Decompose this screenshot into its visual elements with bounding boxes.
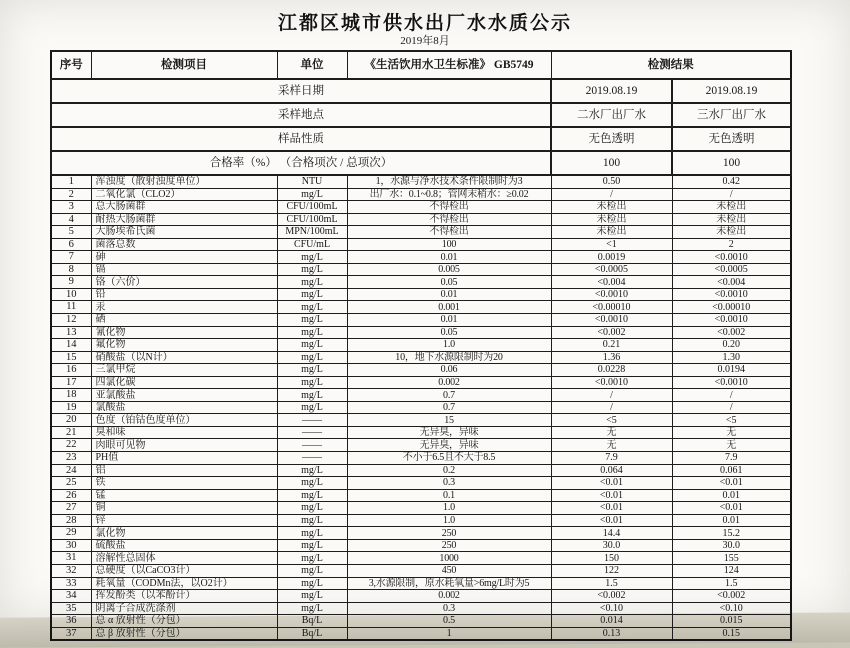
test-unit: mg/L bbox=[277, 251, 347, 264]
test-item-name: 氰化物 bbox=[91, 326, 277, 339]
table-row bbox=[51, 175, 791, 188]
result-plant2: 14.4 bbox=[551, 527, 672, 540]
standard-limit: 0.2 bbox=[347, 464, 551, 477]
info-value-plant2: 2019.08.19 bbox=[551, 79, 672, 103]
result-plant2: 0.064 bbox=[551, 464, 672, 477]
test-unit: mg/L bbox=[277, 539, 347, 552]
table-row bbox=[51, 426, 791, 439]
result-plant3: 1.30 bbox=[672, 351, 791, 364]
row-number: 5 bbox=[51, 226, 91, 239]
info-row bbox=[51, 103, 791, 127]
result-plant3: <0.002 bbox=[672, 326, 791, 339]
result-plant3: 15.2 bbox=[672, 527, 791, 540]
result-plant3: 0.01 bbox=[672, 489, 791, 502]
test-item-name: 铁 bbox=[91, 477, 277, 490]
test-unit: mg/L bbox=[277, 489, 347, 502]
test-item-name: 砷 bbox=[91, 251, 277, 264]
result-plant2: <1 bbox=[551, 238, 672, 251]
standard-limit: 3,水源限制，原水耗氧量>6mg/L时为5 bbox=[347, 577, 551, 590]
table-header-row bbox=[51, 51, 791, 79]
standard-limit: 0.05 bbox=[347, 326, 551, 339]
table-row bbox=[51, 477, 791, 490]
test-unit: CFU/100mL bbox=[277, 213, 347, 226]
info-row bbox=[51, 151, 791, 175]
test-unit: NTU bbox=[277, 175, 347, 188]
result-plant2: 7.9 bbox=[551, 452, 672, 465]
test-unit: mg/L bbox=[277, 502, 347, 515]
result-plant2: <0.00010 bbox=[551, 301, 672, 314]
test-item-name: 氯酸盐 bbox=[91, 401, 277, 414]
result-plant3: <0.10 bbox=[672, 602, 791, 615]
table-row bbox=[51, 301, 791, 314]
standard-limit: 无异臭，异味 bbox=[347, 426, 551, 439]
test-item-name: 总大肠菌群 bbox=[91, 201, 277, 214]
row-number: 7 bbox=[51, 251, 91, 264]
info-value-plant3: 无色透明 bbox=[672, 127, 791, 151]
test-item-name: 硫酸盐 bbox=[91, 539, 277, 552]
info-value-plant2: 二水厂出厂水 bbox=[551, 103, 672, 127]
test-unit: CFU/100mL bbox=[277, 201, 347, 214]
test-item-name: 铜 bbox=[91, 502, 277, 515]
standard-limit: 100 bbox=[347, 238, 551, 251]
test-item-name: 亚氯酸盐 bbox=[91, 389, 277, 402]
test-unit: mg/L bbox=[277, 339, 347, 352]
result-plant3: 未检出 bbox=[672, 201, 791, 214]
standard-limit: 0.7 bbox=[347, 401, 551, 414]
test-unit: CFU/mL bbox=[277, 238, 347, 251]
row-number: 34 bbox=[51, 590, 91, 603]
standard-limit: 1 bbox=[347, 627, 551, 640]
row-number: 2 bbox=[51, 188, 91, 201]
test-item-name: 臭和味 bbox=[91, 426, 277, 439]
standard-limit: 450 bbox=[347, 564, 551, 577]
page-title: 江都区城市供水出厂水水质公示 bbox=[277, 13, 572, 34]
standard-limit: 0.001 bbox=[347, 301, 551, 314]
result-plant3: 0.061 bbox=[672, 464, 791, 477]
result-plant2: <0.0005 bbox=[551, 263, 672, 276]
test-item-name: 氯化物 bbox=[91, 527, 277, 540]
row-number: 30 bbox=[51, 539, 91, 552]
row-number: 24 bbox=[51, 464, 91, 477]
info-label: 采样地点 bbox=[51, 103, 551, 127]
test-unit: mg/L bbox=[277, 514, 347, 527]
test-item-name: 挥发酚类（以苯酚计） bbox=[91, 590, 277, 603]
table-row bbox=[51, 276, 791, 289]
test-unit: mg/L bbox=[277, 577, 347, 590]
row-number: 15 bbox=[51, 351, 91, 364]
test-item-name: 氟化物 bbox=[91, 339, 277, 352]
result-plant2: <0.01 bbox=[551, 477, 672, 490]
standard-limit: 1.0 bbox=[347, 502, 551, 515]
row-number: 9 bbox=[51, 276, 91, 289]
result-plant2: 0.014 bbox=[551, 615, 672, 628]
result-plant2: <0.01 bbox=[551, 489, 672, 502]
result-plant3: <0.0010 bbox=[672, 376, 791, 389]
table-row bbox=[51, 213, 791, 226]
table-header-section bbox=[51, 51, 791, 79]
result-plant3: 无 bbox=[672, 426, 791, 439]
row-number: 13 bbox=[51, 326, 91, 339]
table-row bbox=[51, 238, 791, 251]
table-row bbox=[51, 401, 791, 414]
test-unit: —— bbox=[277, 452, 347, 465]
test-item-name: 大肠埃希氏菌 bbox=[91, 226, 277, 239]
test-item-name: 铬（六价） bbox=[91, 276, 277, 289]
test-item-name: 铅 bbox=[91, 288, 277, 301]
table-row bbox=[51, 364, 791, 377]
row-number: 8 bbox=[51, 263, 91, 276]
row-number: 17 bbox=[51, 376, 91, 389]
test-unit: —— bbox=[277, 414, 347, 427]
test-unit: mg/L bbox=[277, 527, 347, 540]
standard-limit: 1.0 bbox=[347, 514, 551, 527]
result-plant3: 155 bbox=[672, 552, 791, 565]
test-item-name: 铝 bbox=[91, 464, 277, 477]
row-number: 23 bbox=[51, 452, 91, 465]
standard-limit: 250 bbox=[347, 527, 551, 540]
row-number: 11 bbox=[51, 301, 91, 314]
col-header-standard: 《生活饮用水卫生标准》 GB5749 bbox=[347, 51, 551, 79]
row-number: 29 bbox=[51, 527, 91, 540]
standard-limit: 0.05 bbox=[347, 276, 551, 289]
test-unit: mg/L bbox=[277, 188, 347, 201]
table-row bbox=[51, 314, 791, 327]
col-header-result: 检测结果 bbox=[551, 51, 791, 79]
table-row bbox=[51, 590, 791, 603]
standard-limit: 无异臭，异味 bbox=[347, 439, 551, 452]
result-plant2: 0.21 bbox=[551, 339, 672, 352]
standard-limit: 10，地下水源限制时为20 bbox=[347, 351, 551, 364]
result-plant2: <0.01 bbox=[551, 502, 672, 515]
row-number: 3 bbox=[51, 201, 91, 214]
result-plant2: 未检出 bbox=[551, 226, 672, 239]
info-label: 样品性质 bbox=[51, 127, 551, 151]
test-unit: mg/L bbox=[277, 326, 347, 339]
test-unit: mg/L bbox=[277, 477, 347, 490]
standard-limit: 不得检出 bbox=[347, 226, 551, 239]
test-unit: mg/L bbox=[277, 276, 347, 289]
table-row bbox=[51, 288, 791, 301]
test-item-name: 总 β 放射性（分包） bbox=[91, 627, 277, 640]
test-item-name: PH值 bbox=[91, 452, 277, 465]
test-unit: Bq/L bbox=[277, 615, 347, 628]
test-unit: mg/L bbox=[277, 376, 347, 389]
row-number: 28 bbox=[51, 514, 91, 527]
table-row bbox=[51, 326, 791, 339]
standard-limit: 0.002 bbox=[347, 590, 551, 603]
result-plant3: <0.0010 bbox=[672, 314, 791, 327]
standard-limit: 0.5 bbox=[347, 615, 551, 628]
test-unit: —— bbox=[277, 426, 347, 439]
standard-limit: 15 bbox=[347, 414, 551, 427]
water-quality-table bbox=[50, 50, 792, 641]
result-plant3: 7.9 bbox=[672, 452, 791, 465]
result-plant3: <0.01 bbox=[672, 477, 791, 490]
result-plant3: / bbox=[672, 188, 791, 201]
table-row bbox=[51, 414, 791, 427]
test-item-name: 总硬度（以CaCO3计） bbox=[91, 564, 277, 577]
row-number: 12 bbox=[51, 314, 91, 327]
standard-limit: 不得检出 bbox=[347, 213, 551, 226]
test-item-name: 镉 bbox=[91, 263, 277, 276]
standard-limit: 1.0 bbox=[347, 339, 551, 352]
result-plant2: 无 bbox=[551, 426, 672, 439]
info-value-plant3: 三水厂出厂水 bbox=[672, 103, 791, 127]
col-header-no: 序号 bbox=[51, 51, 91, 79]
test-unit: mg/L bbox=[277, 602, 347, 615]
result-plant3: 30.0 bbox=[672, 539, 791, 552]
test-item-name: 汞 bbox=[91, 301, 277, 314]
result-plant3: 2 bbox=[672, 238, 791, 251]
row-number: 18 bbox=[51, 389, 91, 402]
row-number: 14 bbox=[51, 339, 91, 352]
result-plant3: <0.01 bbox=[672, 502, 791, 515]
test-unit: mg/L bbox=[277, 364, 347, 377]
result-plant3: 0.42 bbox=[672, 175, 791, 188]
row-number: 35 bbox=[51, 602, 91, 615]
col-header-item: 检测项目 bbox=[91, 51, 277, 79]
table-row bbox=[51, 514, 791, 527]
standard-limit: 0.3 bbox=[347, 602, 551, 615]
result-plant2: <0.0010 bbox=[551, 314, 672, 327]
table-row bbox=[51, 389, 791, 402]
standard-limit: 0.01 bbox=[347, 288, 551, 301]
result-plant2: <0.002 bbox=[551, 590, 672, 603]
row-number: 33 bbox=[51, 577, 91, 590]
result-plant3: 1.5 bbox=[672, 577, 791, 590]
table-row bbox=[51, 502, 791, 515]
result-plant3: 0.01 bbox=[672, 514, 791, 527]
row-number: 20 bbox=[51, 414, 91, 427]
result-plant3: <0.004 bbox=[672, 276, 791, 289]
table-row bbox=[51, 627, 791, 640]
standard-limit: 出厂水：0.1~0.8；管网末稍水：≥0.02 bbox=[347, 188, 551, 201]
row-number: 4 bbox=[51, 213, 91, 226]
info-row bbox=[51, 127, 791, 151]
test-item-name: 耗氧量（CODMn法，以O2计） bbox=[91, 577, 277, 590]
result-plant2: 0.13 bbox=[551, 627, 672, 640]
test-item-name: 锌 bbox=[91, 514, 277, 527]
table-row bbox=[51, 552, 791, 565]
table-row bbox=[51, 188, 791, 201]
row-number: 27 bbox=[51, 502, 91, 515]
standard-limit: 0.06 bbox=[347, 364, 551, 377]
result-plant3: <0.00010 bbox=[672, 301, 791, 314]
result-plant2: 1.5 bbox=[551, 577, 672, 590]
row-number: 26 bbox=[51, 489, 91, 502]
result-plant3: <0.002 bbox=[672, 590, 791, 603]
row-number: 1 bbox=[51, 175, 91, 188]
result-plant2: <0.01 bbox=[551, 514, 672, 527]
standard-limit: 250 bbox=[347, 539, 551, 552]
result-plant2: <0.004 bbox=[551, 276, 672, 289]
test-unit: mg/L bbox=[277, 464, 347, 477]
table-row bbox=[51, 564, 791, 577]
test-unit: MPN/100mL bbox=[277, 226, 347, 239]
result-plant2: / bbox=[551, 188, 672, 201]
result-plant2: <0.10 bbox=[551, 602, 672, 615]
standard-limit: 0.7 bbox=[347, 389, 551, 402]
test-item-name: 总 α 放射性（分包） bbox=[91, 615, 277, 628]
test-item-name: 硝酸盐（以N计） bbox=[91, 351, 277, 364]
standard-limit: 0.01 bbox=[347, 314, 551, 327]
table-row bbox=[51, 452, 791, 465]
row-number: 25 bbox=[51, 477, 91, 490]
result-plant2: 30.0 bbox=[551, 539, 672, 552]
test-item-name: 浑浊度（散射浊度单位） bbox=[91, 175, 277, 188]
standard-limit: 1，水源与净水技术条件限制时为3 bbox=[347, 175, 551, 188]
info-value-plant2: 无色透明 bbox=[551, 127, 672, 151]
test-item-name: 菌落总数 bbox=[91, 238, 277, 251]
result-plant3: <0.0005 bbox=[672, 263, 791, 276]
result-plant3: / bbox=[672, 401, 791, 414]
test-unit: mg/L bbox=[277, 564, 347, 577]
test-unit: Bq/L bbox=[277, 627, 347, 640]
standard-limit: 0.01 bbox=[347, 251, 551, 264]
test-unit: —— bbox=[277, 439, 347, 452]
standard-limit: 0.005 bbox=[347, 263, 551, 276]
test-item-name: 四氯化碳 bbox=[91, 376, 277, 389]
test-unit: mg/L bbox=[277, 314, 347, 327]
info-label: 合格率（%） （合格项次 / 总项次） bbox=[51, 151, 551, 175]
test-item-name: 硒 bbox=[91, 314, 277, 327]
table-row bbox=[51, 577, 791, 590]
result-plant3: <0.0010 bbox=[672, 288, 791, 301]
table-row bbox=[51, 489, 791, 502]
standard-limit: 0.002 bbox=[347, 376, 551, 389]
result-plant2: <0.0010 bbox=[551, 376, 672, 389]
result-plant2: 未检出 bbox=[551, 201, 672, 214]
row-number: 10 bbox=[51, 288, 91, 301]
result-plant3: 0.20 bbox=[672, 339, 791, 352]
test-item-name: 阴离子合成洗涤剂 bbox=[91, 602, 277, 615]
result-plant2: 未检出 bbox=[551, 213, 672, 226]
result-plant2: <0.0010 bbox=[551, 288, 672, 301]
result-plant2: 1.36 bbox=[551, 351, 672, 364]
result-plant2: 150 bbox=[551, 552, 672, 565]
info-value-plant2: 100 bbox=[551, 151, 672, 175]
table-row bbox=[51, 539, 791, 552]
table-row bbox=[51, 263, 791, 276]
table-row bbox=[51, 376, 791, 389]
page-subtitle: 2019年8月 bbox=[400, 35, 450, 47]
test-item-name: 耐热大肠菌群 bbox=[91, 213, 277, 226]
test-item-name: 色度（铂钴色度单位） bbox=[91, 414, 277, 427]
standard-limit: 0.3 bbox=[347, 477, 551, 490]
row-number: 19 bbox=[51, 401, 91, 414]
result-plant2: <5 bbox=[551, 414, 672, 427]
row-number: 21 bbox=[51, 426, 91, 439]
row-number: 32 bbox=[51, 564, 91, 577]
result-plant2: 0.0019 bbox=[551, 251, 672, 264]
test-item-name: 肉眼可见物 bbox=[91, 439, 277, 452]
test-unit: mg/L bbox=[277, 552, 347, 565]
table-row bbox=[51, 201, 791, 214]
result-plant3: / bbox=[672, 389, 791, 402]
results-section bbox=[51, 175, 791, 640]
test-unit: mg/L bbox=[277, 288, 347, 301]
table-row bbox=[51, 251, 791, 264]
standard-limit: 不小于6.5且不大于8.5 bbox=[347, 452, 551, 465]
result-plant3: 0.15 bbox=[672, 627, 791, 640]
sample-info-section bbox=[51, 79, 791, 175]
result-plant2: <0.002 bbox=[551, 326, 672, 339]
result-plant2: / bbox=[551, 401, 672, 414]
test-unit: mg/L bbox=[277, 301, 347, 314]
test-item-name: 锰 bbox=[91, 489, 277, 502]
result-plant3: 无 bbox=[672, 439, 791, 452]
result-plant2: 无 bbox=[551, 439, 672, 452]
standard-limit: 不得检出 bbox=[347, 201, 551, 214]
table-row bbox=[51, 464, 791, 477]
result-plant3: 未检出 bbox=[672, 226, 791, 239]
info-row bbox=[51, 79, 791, 103]
table-row bbox=[51, 226, 791, 239]
result-plant3: 未检出 bbox=[672, 213, 791, 226]
col-header-unit: 单位 bbox=[277, 51, 347, 79]
test-unit: mg/L bbox=[277, 263, 347, 276]
result-plant3: 124 bbox=[672, 564, 791, 577]
info-value-plant3: 2019.08.19 bbox=[672, 79, 791, 103]
test-unit: mg/L bbox=[277, 351, 347, 364]
table-row bbox=[51, 351, 791, 364]
test-item-name: 三氯甲烷 bbox=[91, 364, 277, 377]
table-row bbox=[51, 339, 791, 352]
result-plant3: <0.0010 bbox=[672, 251, 791, 264]
test-item-name: 溶解性总固体 bbox=[91, 552, 277, 565]
result-plant2: 0.0228 bbox=[551, 364, 672, 377]
info-label: 采样日期 bbox=[51, 79, 551, 103]
table-row bbox=[51, 527, 791, 540]
row-number: 16 bbox=[51, 364, 91, 377]
standard-limit: 0.1 bbox=[347, 489, 551, 502]
test-item-name: 二氧化氯（CLO2） bbox=[91, 188, 277, 201]
table-row bbox=[51, 439, 791, 452]
result-plant2: 0.50 bbox=[551, 175, 672, 188]
result-plant2: / bbox=[551, 389, 672, 402]
info-value-plant3: 100 bbox=[672, 151, 791, 175]
row-number: 6 bbox=[51, 238, 91, 251]
test-unit: mg/L bbox=[277, 590, 347, 603]
test-unit: mg/L bbox=[277, 389, 347, 402]
result-plant3: 0.0194 bbox=[672, 364, 791, 377]
test-unit: mg/L bbox=[277, 401, 347, 414]
result-plant3: <5 bbox=[672, 414, 791, 427]
table-row bbox=[51, 602, 791, 615]
row-number: 31 bbox=[51, 552, 91, 565]
row-number: 22 bbox=[51, 439, 91, 452]
result-plant3: 0.015 bbox=[672, 615, 791, 628]
row-number: 37 bbox=[51, 627, 91, 640]
standard-limit: 1000 bbox=[347, 552, 551, 565]
table-row bbox=[51, 615, 791, 628]
row-number: 36 bbox=[51, 615, 91, 628]
result-plant2: 122 bbox=[551, 564, 672, 577]
